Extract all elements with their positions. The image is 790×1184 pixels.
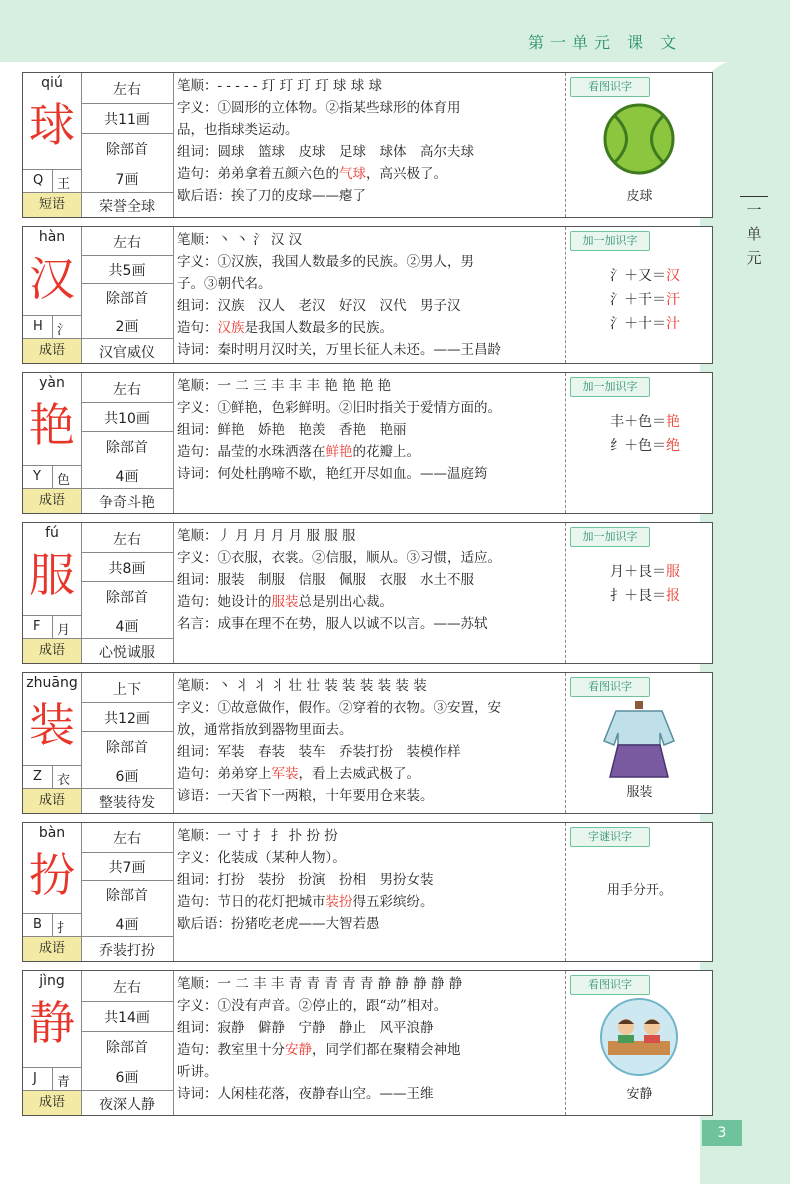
formula-result: 汁 <box>666 316 680 332</box>
sentence-part: 的花瓣上。 <box>352 444 420 460</box>
index-letter: J <box>33 1071 37 1086</box>
learning-aid-column <box>565 971 713 1115</box>
sentence-highlight: 服装 <box>271 594 299 610</box>
char-formula <box>610 561 680 581</box>
aid-badge: 看图识字 <box>570 975 650 995</box>
cell-divider <box>81 936 173 937</box>
stroke-info-column <box>81 373 174 513</box>
aid-badge: 看图识字 <box>570 677 650 697</box>
char-info-column <box>23 523 82 663</box>
sentence-highlight: 军装 <box>271 766 299 782</box>
aid-badge: 加一加识字 <box>570 527 650 547</box>
cell-divider <box>81 1031 173 1032</box>
meaning-line-cont: 品，也指球类运动。 <box>177 122 299 138</box>
sentence-part: 造句：她设计的 <box>177 594 272 610</box>
meaning-line: 字义：①鲜艳，色彩鲜明。②旧时指关于爱情方面的。 <box>177 400 501 416</box>
learning-aid-column <box>565 227 713 363</box>
formula-lhs: 扌＋艮＝ <box>610 588 666 604</box>
learning-aid-column <box>565 823 713 961</box>
example-sentence-cont: 听讲。 <box>177 1064 218 1080</box>
index-row <box>23 315 81 338</box>
index-row <box>23 913 81 936</box>
char-card <box>22 72 713 218</box>
sentence-part: ，看上去威武极了。 <box>298 766 420 782</box>
sentence-part: 造句： <box>177 320 218 336</box>
learning-aid-column <box>565 523 713 663</box>
sentence-part: 造句：教室里十分 <box>177 1042 285 1058</box>
tag-value: 荣誉全球 <box>99 199 155 215</box>
definition-text <box>177 229 562 361</box>
index-row <box>23 765 81 788</box>
char-info-column <box>23 971 82 1115</box>
index-letter: B <box>33 917 42 932</box>
word-examples: 组词：服装 制服 信服 佩服 衣服 水土不服 <box>177 572 474 588</box>
page-title: 第一单元 课 文 <box>528 33 683 52</box>
word-examples: 组词：圆球 篮球 皮球 足球 球体 高尔夫球 <box>177 144 474 160</box>
ball-illustration <box>594 99 684 179</box>
index-letter: Y <box>33 469 41 484</box>
illustration-caption: 皮球 <box>626 189 653 204</box>
char-formula <box>610 313 680 333</box>
formula-result: 报 <box>666 588 680 604</box>
pinyin: jìng <box>39 973 65 989</box>
quotation: 诗词：人闲桂花落，夜静春山空。——王维 <box>177 1086 434 1102</box>
index-row <box>23 465 81 488</box>
side-divider <box>740 196 768 197</box>
cell-divider <box>81 552 173 553</box>
char-info-column <box>23 227 82 363</box>
cell-divider <box>81 283 173 284</box>
formula-result: 汉 <box>666 268 680 284</box>
aid-badge: 看图识字 <box>570 77 650 97</box>
radical: 色 <box>57 473 71 488</box>
cell-divider <box>81 852 173 853</box>
pinyin: yàn <box>39 375 65 391</box>
word-examples: 组词：打扮 装扮 扮演 扮相 男扮女装 <box>177 872 434 888</box>
main-character: 装 <box>29 698 75 752</box>
meaning-line: 字义：①圆形的立体物。②指某些球形的体育用 <box>177 100 461 116</box>
structure: 左右 <box>113 82 141 98</box>
remaining-strokes: 4画 <box>115 916 139 933</box>
char-info-column <box>23 73 82 217</box>
definition-text <box>177 973 562 1105</box>
cell-divider <box>81 880 173 881</box>
sentence-part: ，高兴极了。 <box>366 166 447 182</box>
meaning-line-cont: 放，通常指放到器物里面去。 <box>177 722 353 738</box>
tag-value: 夜深人静 <box>99 1097 155 1113</box>
char-formula <box>610 289 680 309</box>
index-letter: F <box>33 619 41 634</box>
stroke-count: 共7画 <box>108 859 146 876</box>
remaining-strokes: 6画 <box>115 1070 139 1086</box>
tag-value: 乔装打扮 <box>99 943 155 959</box>
stroke-count: 共8画 <box>108 560 146 577</box>
char-info-column <box>23 673 82 813</box>
index-divider <box>52 914 53 936</box>
cell-divider <box>81 702 173 703</box>
meaning-line: 字义：化装成（某种人物）。 <box>177 850 346 866</box>
char-formula <box>610 265 680 285</box>
index-divider <box>52 170 53 192</box>
sentence-part: 得五彩缤纷。 <box>352 894 434 910</box>
char-card <box>22 672 713 814</box>
stroke-count: 共10画 <box>104 410 150 427</box>
index-letter: Z <box>33 769 42 784</box>
pinyin: zhuāng <box>26 675 78 691</box>
stroke-count: 共12画 <box>104 710 150 727</box>
stroke-count: 共11画 <box>104 112 150 128</box>
cell-divider <box>81 638 173 639</box>
radical-label: 除部首 <box>106 739 148 756</box>
stroke-order: 笔顺：丶 丶 氵 汉 汉 <box>177 232 303 248</box>
word-examples: 组词：军装 春装 装车 乔装打扮 装模作样 <box>177 744 461 760</box>
tag-value: 整装待发 <box>99 795 155 811</box>
tag-label: 成语 <box>23 338 81 363</box>
stroke-order: 笔顺：‑ ‑ ‑ ‑ ‑ 玎 玎 玎 玎 球 球 球 <box>177 78 383 94</box>
cell-divider <box>81 402 173 403</box>
riddle-text: 用手分开。 <box>606 883 672 898</box>
main-character: 静 <box>29 996 75 1050</box>
tag-label: 短语 <box>23 192 81 217</box>
sentence-highlight: 装扮 <box>325 894 353 910</box>
radical: 氵 <box>57 323 71 338</box>
main-character: 球 <box>29 98 75 152</box>
learning-aid-column <box>565 373 713 513</box>
formula-lhs: 纟＋色＝ <box>610 438 666 454</box>
stroke-count: 共14画 <box>104 1010 150 1026</box>
sentence-part: 是我国人数最多的民族。 <box>244 320 393 336</box>
stroke-order: 笔顺：丿 月 月 月 月 服 服 服 <box>177 528 356 544</box>
page-number: 3 <box>702 1120 742 1146</box>
sentence-part: 造句：弟弟拿着五颜六色的 <box>177 166 339 182</box>
index-divider <box>52 766 53 788</box>
formula-lhs: 月＋艮＝ <box>610 564 666 580</box>
stroke-count: 共5画 <box>108 263 146 279</box>
stroke-order: 笔顺：一 二 三 丰 丰 丰 艳 艳 艳 艳 <box>177 378 392 394</box>
remaining-strokes: 2画 <box>115 319 139 335</box>
cell-divider <box>81 431 173 432</box>
cell-divider <box>81 488 173 489</box>
pinyin: fú <box>45 525 59 541</box>
sentence-part: 造句：晶莹的水珠洒落在 <box>177 444 326 460</box>
word-examples: 组词：鲜艳 娇艳 艳羡 香艳 艳丽 <box>177 422 407 438</box>
aid-badge: 加一加识字 <box>570 377 650 397</box>
radical: 衣 <box>57 773 71 788</box>
tag-label: 成语 <box>23 788 81 813</box>
cell-divider <box>81 133 173 134</box>
main-character: 服 <box>29 548 75 602</box>
char-card <box>22 226 713 364</box>
structure: 左右 <box>113 381 141 398</box>
quotation: 歇后语：扮猪吃老虎——大智若愚 <box>177 916 380 932</box>
main-character: 艳 <box>29 398 75 452</box>
definition-text <box>177 75 562 207</box>
radical-label: 除部首 <box>106 291 148 307</box>
illustration-caption: 服装 <box>626 785 653 800</box>
stroke-order: 笔顺：一 二 丰 丰 青 青 青 青 青 静 静 静 静 静 <box>177 976 463 992</box>
index-letter: H <box>33 319 43 334</box>
formula-lhs: 氵＋干＝ <box>610 292 666 308</box>
example-sentence <box>177 591 562 613</box>
radical-label: 除部首 <box>106 589 148 606</box>
word-examples: 组词：寂静 僻静 宁静 静止 风平浪静 <box>177 1020 434 1036</box>
definition-text <box>177 675 562 807</box>
quotation: 歇后语：挨了刀的皮球——瘪了 <box>177 188 366 204</box>
index-row <box>23 615 81 638</box>
pinyin: hàn <box>38 229 66 245</box>
sentence-highlight: 安静 <box>285 1042 312 1058</box>
radical-label: 除部首 <box>106 439 148 456</box>
cell-divider <box>81 192 173 193</box>
formula-result: 汗 <box>666 292 680 308</box>
sentence-part: 造句：节日的花灯把城市 <box>177 894 326 910</box>
main-character: 扮 <box>29 848 75 902</box>
quotation: 诗词：何处杜鹃啼不歇，艳红开尽如血。——温庭筠 <box>177 466 488 482</box>
example-sentence <box>177 163 562 185</box>
quotation: 诗词：秦时明月汉时关，万里长征人未还。——王昌龄 <box>177 342 501 358</box>
index-divider <box>52 616 53 638</box>
definition-text <box>177 375 562 485</box>
stroke-info-column <box>81 227 174 363</box>
main-character: 汉 <box>29 252 75 306</box>
structure: 左右 <box>113 980 141 996</box>
stroke-info-column <box>81 971 174 1115</box>
cell-divider <box>81 338 173 339</box>
example-sentence <box>177 891 562 913</box>
remaining-strokes: 4画 <box>115 618 139 635</box>
char-formula <box>610 435 680 455</box>
classroom-illustration <box>594 997 684 1077</box>
structure: 左右 <box>113 531 141 548</box>
sentence-highlight: 气球 <box>339 166 366 182</box>
quotation: 谚语：一天省下一两粮，十年要用仓来装。 <box>177 788 434 804</box>
formula-result: 艳 <box>666 414 680 430</box>
example-sentence <box>177 763 562 785</box>
radical-label: 除部首 <box>106 142 148 158</box>
index-divider <box>52 316 53 338</box>
char-info-column <box>23 373 82 513</box>
index-letter: Q <box>33 173 44 188</box>
tag-value: 心悦诚服 <box>99 645 155 661</box>
tag-label: 成语 <box>23 936 81 961</box>
radical: 青 <box>57 1075 71 1090</box>
tag-value: 汉官威仪 <box>99 345 155 361</box>
tag-value: 争奇斗艳 <box>99 495 155 511</box>
example-sentence <box>177 317 562 339</box>
learning-aid-column <box>565 673 713 813</box>
cell-divider <box>81 1090 173 1091</box>
cell-divider <box>81 731 173 732</box>
definition-text <box>177 525 562 635</box>
stroke-info-column <box>81 523 174 663</box>
sentence-highlight: 汉族 <box>217 320 245 336</box>
cell-divider <box>81 255 173 256</box>
tag-label: 成语 <box>23 488 81 513</box>
radical: 月 <box>57 623 71 638</box>
index-row <box>23 1067 81 1090</box>
unit-side-label: 一单元 <box>746 201 762 267</box>
remaining-strokes: 6画 <box>115 768 139 785</box>
radical: 扌 <box>57 921 71 936</box>
char-card <box>22 970 713 1116</box>
radical-label: 除部首 <box>106 1040 148 1056</box>
clothing-illustration <box>594 699 684 779</box>
quotation: 名言：成事在理不在势，服人以诚不以言。——苏轼 <box>177 616 488 632</box>
meaning-line: 字义：①衣服，衣裳。②信服，顺从。③习惯，适应。 <box>177 550 501 566</box>
remaining-strokes: 7画 <box>115 172 139 188</box>
structure: 左右 <box>113 235 141 251</box>
remaining-strokes: 4画 <box>115 468 139 485</box>
sentence-part: 造句：弟弟穿上 <box>177 766 272 782</box>
sentence-part: ，同学们都在聚精会神地 <box>312 1042 461 1058</box>
meaning-line: 字义：①汉族，我国人数最多的民族。②男人，男 <box>177 254 474 270</box>
aid-badge: 字谜识字 <box>570 827 650 847</box>
structure: 左右 <box>113 831 141 848</box>
formula-lhs: 丰＋色＝ <box>610 414 666 430</box>
char-card <box>22 522 713 664</box>
example-sentence <box>177 1039 562 1061</box>
cell-divider <box>81 1001 173 1002</box>
definition-text <box>177 825 562 935</box>
word-examples: 组词：汉族 汉人 老汉 好汉 汉代 男子汉 <box>177 298 461 314</box>
illustration-caption: 安静 <box>626 1087 653 1102</box>
cell-divider <box>81 581 173 582</box>
stroke-info-column <box>81 673 174 813</box>
stroke-order: 笔顺：一 寸 扌 扌 扑 扮 扮 <box>177 828 338 844</box>
cell-divider <box>81 788 173 789</box>
index-row <box>23 169 81 192</box>
formula-result: 绝 <box>666 438 680 454</box>
formula-result: 服 <box>666 564 680 580</box>
radical-label: 除部首 <box>106 888 148 905</box>
index-divider <box>52 466 53 488</box>
char-info-column <box>23 823 82 961</box>
radical: 王 <box>57 177 71 192</box>
char-card <box>22 822 713 962</box>
pinyin: qiú <box>41 75 63 91</box>
cell-divider <box>81 103 173 104</box>
index-divider <box>52 1068 53 1090</box>
tag-label: 成语 <box>23 638 81 663</box>
formula-lhs: 氵＋十＝ <box>610 316 666 332</box>
sentence-highlight: 鲜艳 <box>325 444 353 460</box>
example-sentence <box>177 441 562 463</box>
char-formula <box>610 411 680 431</box>
char-card <box>22 372 713 514</box>
structure: 上下 <box>113 681 141 698</box>
meaning-line-cont: 子。③朝代名。 <box>177 276 272 292</box>
stroke-order: 笔顺：丶 丬 丬 丬 壮 壮 装 装 装 装 装 装 <box>177 678 427 694</box>
sentence-part: 总是别出心裁。 <box>298 594 393 610</box>
formula-lhs: 氵＋又＝ <box>610 268 666 284</box>
learning-aid-column <box>565 73 713 217</box>
pinyin: bàn <box>38 825 66 841</box>
char-formula <box>610 585 680 605</box>
aid-badge: 加一加识字 <box>570 231 650 251</box>
tag-label: 成语 <box>23 1090 81 1115</box>
stroke-info-column <box>81 823 174 961</box>
meaning-line: 字义：①故意做作，假作。②穿着的衣物。③安置，安 <box>177 700 501 716</box>
stroke-info-column <box>81 73 174 217</box>
meaning-line: 字义：①没有声音。②停止的，跟“动”相对。 <box>177 998 448 1014</box>
